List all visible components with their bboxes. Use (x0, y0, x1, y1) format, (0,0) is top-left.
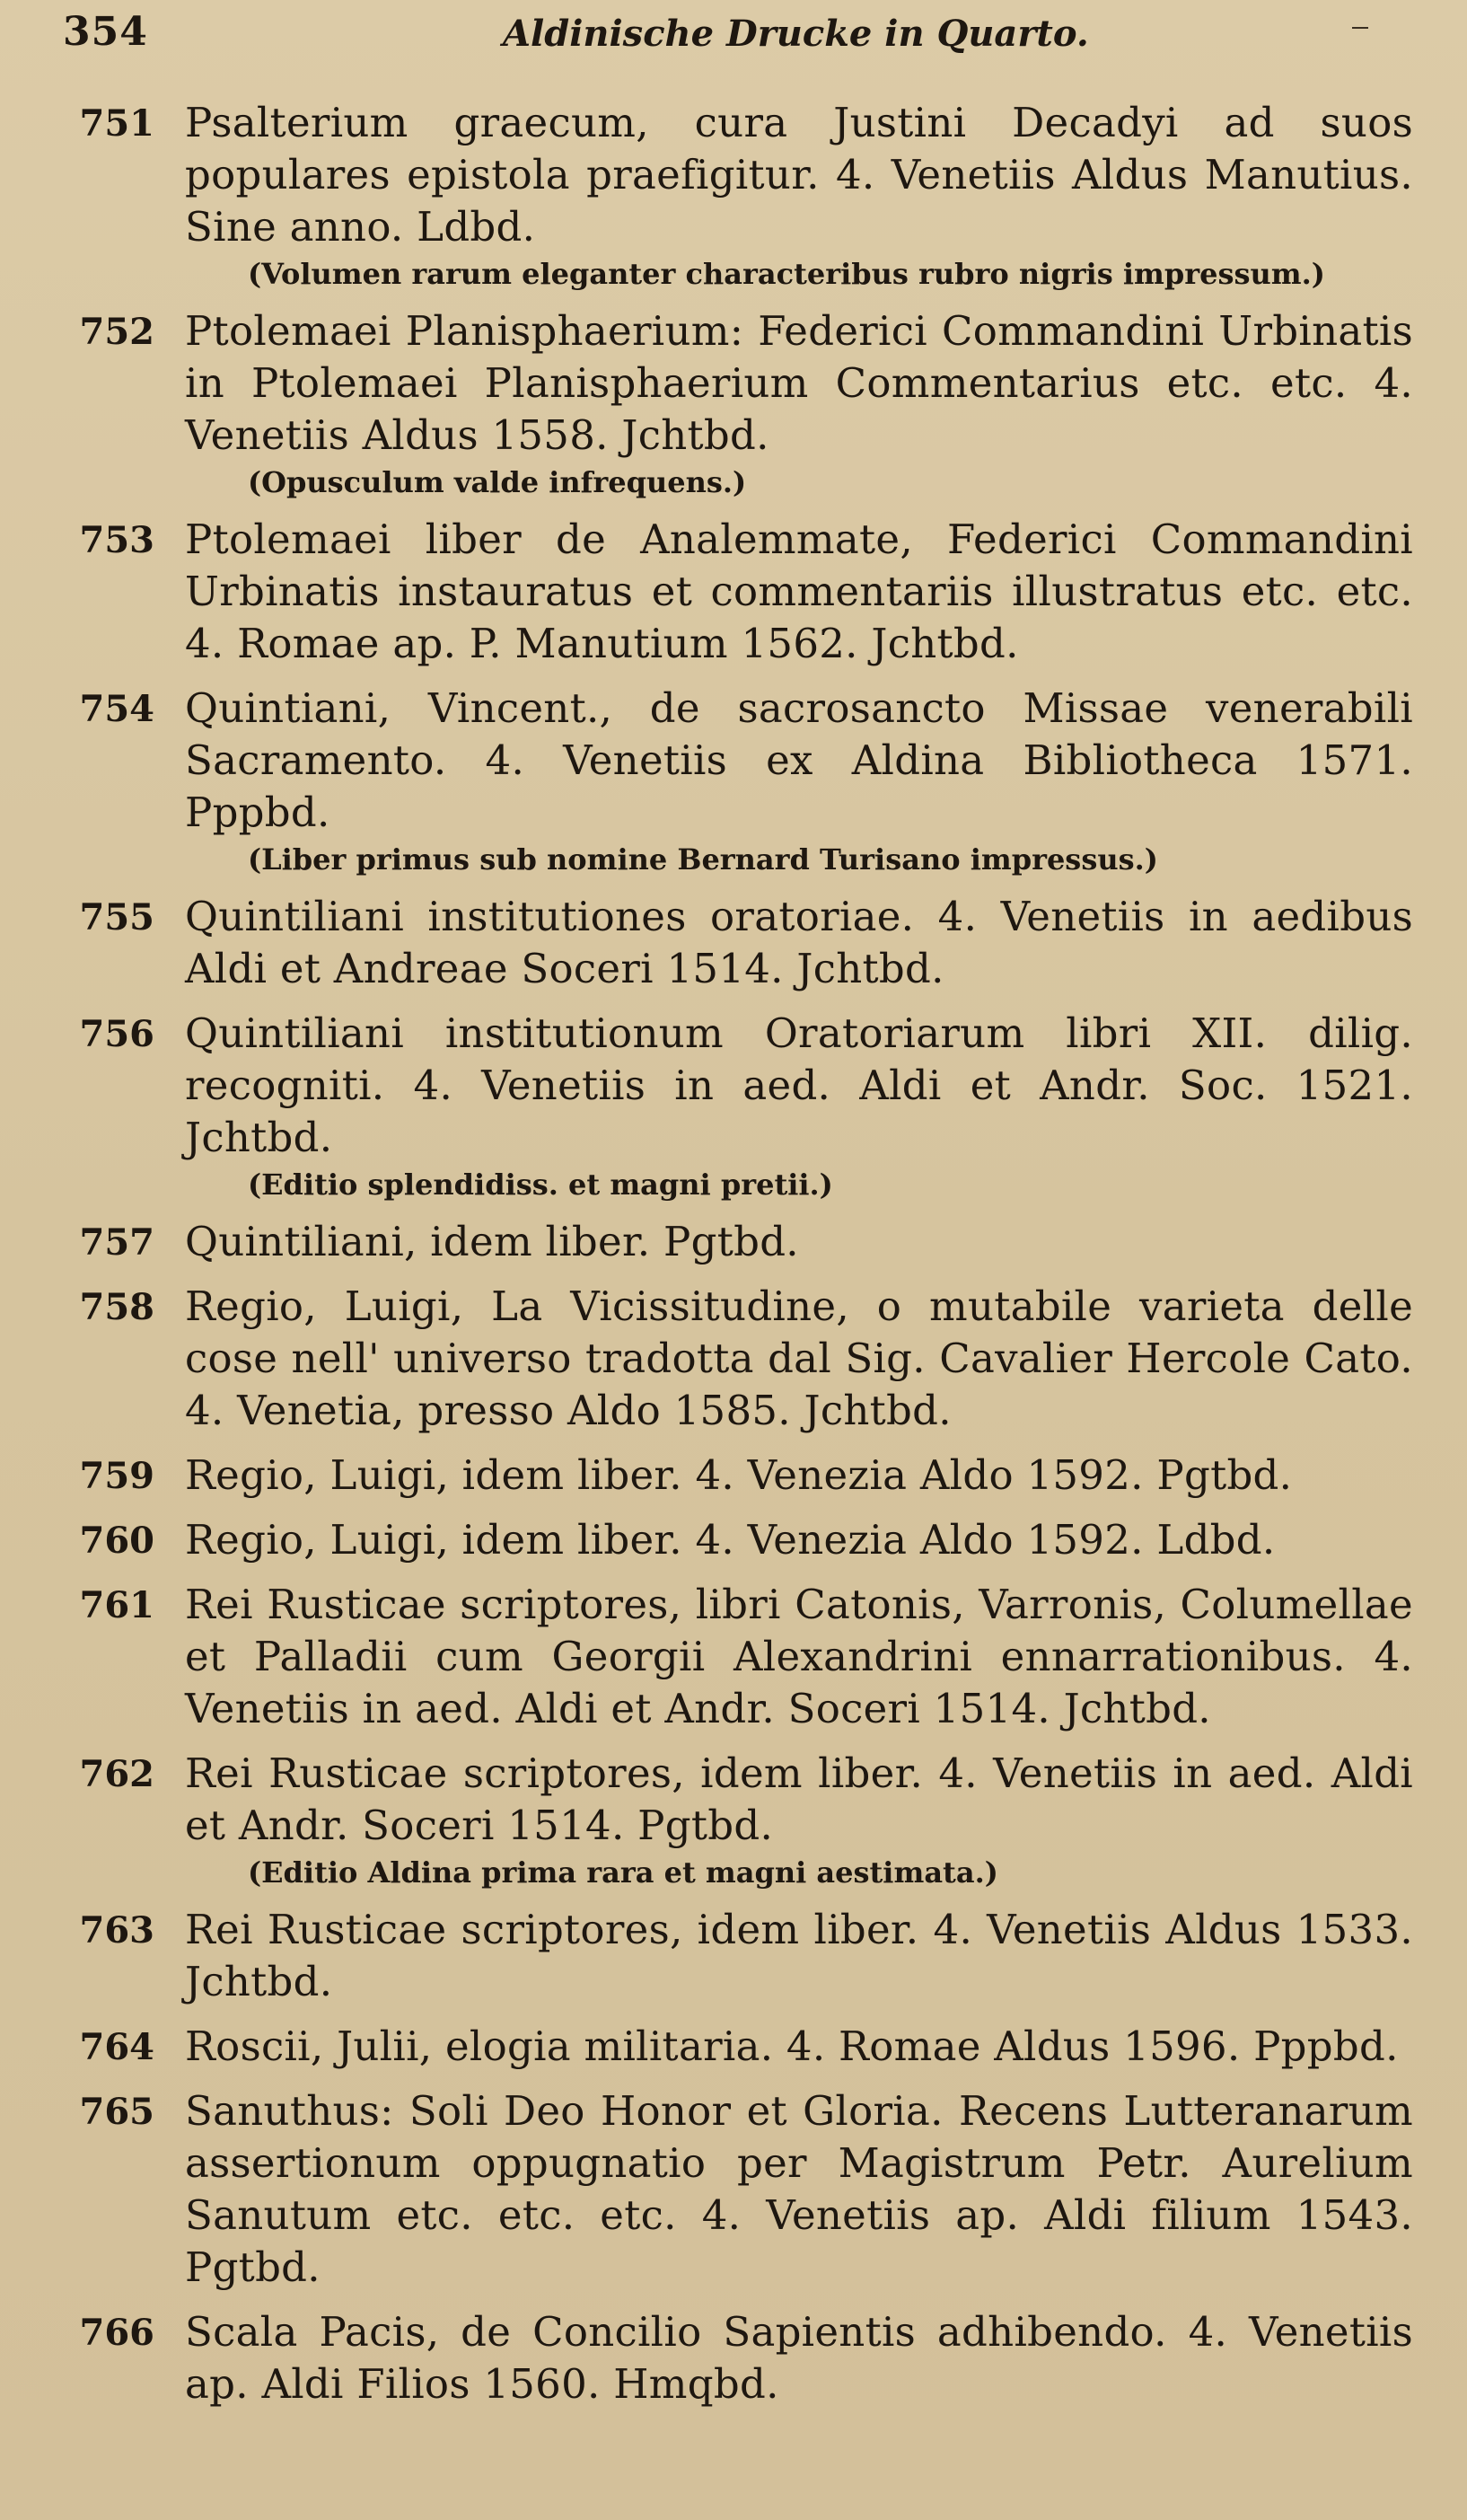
entry-number: 765 (79, 2091, 154, 2133)
catalogue-entry (65, 1008, 1413, 1203)
page-number: 354 (63, 9, 148, 55)
entry-text: Ptolemaei Planisphaerium: Federici Commandini Urbinatis in Ptolemaei Planisphaerium Commentarius etc. etc. 4. Venetiis Aldus 1558. Jchtbd. (185, 307, 1413, 459)
page-header (63, 9, 1404, 63)
entry-text: Ptolemaei liber de Analemmate, Federici Commandini Urbinatis instauratus et commentariis illustratus etc. etc. 4. Romae ap. P. Manutium 1562. Jchtbd. (185, 515, 1413, 667)
catalogue-entry (65, 514, 1413, 670)
entry-number: 751 (79, 102, 154, 145)
catalogue-entry (65, 1216, 1413, 1268)
entry-text: Sanuthus: Soli Deo Honor et Gloria. Recens Lutteranarum assertionum oppugnatio per Magistrum Petr. Aurelium Sanutum etc. etc. etc. 4. Venetiis ap. Aldi filium 1543. Pgtbd. (185, 2087, 1413, 2291)
entry-text: Rei Rusticae scriptores, libri Catonis, Varronis, Columellae et Palladii cum Georgii Alexandrini ennarrationibus. 4. Venetiis in aed. Aldi et Andr. Soceri 1514. Jchtbd. (185, 1581, 1413, 1732)
catalogue-entry (65, 2306, 1413, 2410)
entry-note: (Liber primus sub nomine Bernard Turisano impressus.) (248, 842, 1158, 877)
catalogue-entry (65, 1579, 1413, 1735)
entry-text: Rei Rusticae scriptores, idem liber. 4. Venetiis Aldus 1533. Jchtbd. (185, 1906, 1413, 2005)
catalogue-entry (65, 1514, 1413, 1566)
entry-text: Regio, Luigi, idem liber. 4. Venezia Aldo 1592. Ldbd. (185, 1516, 1276, 1564)
catalogue-entry (65, 683, 1413, 878)
entry-text: Quintiliani institutiones oratoriae. 4. Venetiis in aedibus Aldi et Andreae Soceri 1514. Jchtbd. (185, 893, 1413, 992)
entry-text: Regio, Luigi, idem liber. 4. Venezia Aldo 1592. Pgtbd. (185, 1451, 1293, 1499)
catalogue-entry (65, 891, 1413, 995)
entry-number: 756 (79, 1013, 154, 1055)
header-rule (1352, 27, 1368, 29)
entry-text: Quintiliani, idem liber. Pgtbd. (185, 1218, 799, 1265)
entry-note: (Opusculum valde infrequens.) (248, 465, 747, 499)
entry-number: 757 (79, 1221, 154, 1264)
entry-number: 764 (79, 2026, 154, 2068)
catalogue-entry (65, 2085, 1413, 2294)
entry-number: 761 (79, 1584, 154, 1626)
running-head: Aldinische Drucke in Quarto. (503, 13, 1089, 55)
entry-text: Scala Pacis, de Concilio Sapientis adhibendo. 4. Venetiis ap. Aldi Filios 1560. Hmqbd. (185, 2308, 1413, 2408)
catalogue-entry (65, 2021, 1413, 2073)
entry-note: (Volumen rarum eleganter characteribus rubro nigris impressum.) (248, 257, 1325, 291)
catalogue-entries (65, 97, 1413, 2423)
entry-text: Quintiliani institutionum Oratoriarum libri XII. dilig. recogniti. 4. Venetiis in aed. Aldi et Andr. Soc. 1521. Jchtbd. (185, 1009, 1413, 1161)
catalogue-entry (65, 305, 1413, 501)
entry-text: Rei Rusticae scriptores, idem liber. 4. Venetiis in aed. Aldi et Andr. Soceri 1514. Pgtbd. (185, 1749, 1413, 1849)
catalogue-entry (65, 97, 1413, 293)
entry-number: 758 (79, 1286, 154, 1328)
entry-text: Psalterium graecum, cura Justini Decadyi ad suos populares epistola praefigitur. 4. Venetiis Aldus Manutius. Sine anno. Ldbd. (185, 99, 1413, 251)
catalogue-entry (65, 1449, 1413, 1502)
entry-note: (Editio splendidiss. et magni pretii.) (248, 1167, 833, 1202)
entry-number: 752 (79, 311, 154, 353)
entry-number: 755 (79, 896, 154, 938)
entry-number: 753 (79, 519, 154, 561)
catalogue-entry (65, 1748, 1413, 1891)
entry-number: 762 (79, 1753, 154, 1795)
entry-text: Roscii, Julii, elogia militaria. 4. Romae Aldus 1596. Pppbd. (185, 2022, 1399, 2070)
entry-number: 759 (79, 1455, 154, 1497)
entry-number: 754 (79, 688, 154, 730)
entry-text: Quintiani, Vincent., de sacrosancto Missae venerabili Sacramento. 4. Venetiis ex Aldina Bibliotheca 1571. Pppbd. (185, 684, 1413, 836)
entry-text: Regio, Luigi, La Vicissitudine, o mutabile varieta delle cose nell' universo tradotta dal Sig. Cavalier Hercole Cato. 4. Venetia, presso Aldo 1585. Jchtbd. (185, 1282, 1413, 1434)
entry-note: (Editio Aldina prima rara et magni aestimata.) (248, 1855, 998, 1890)
entry-number: 766 (79, 2312, 154, 2354)
entry-number: 760 (79, 1520, 154, 1562)
entry-number: 763 (79, 1909, 154, 1952)
catalogue-entry (65, 1904, 1413, 2008)
catalogue-entry (65, 1281, 1413, 1437)
